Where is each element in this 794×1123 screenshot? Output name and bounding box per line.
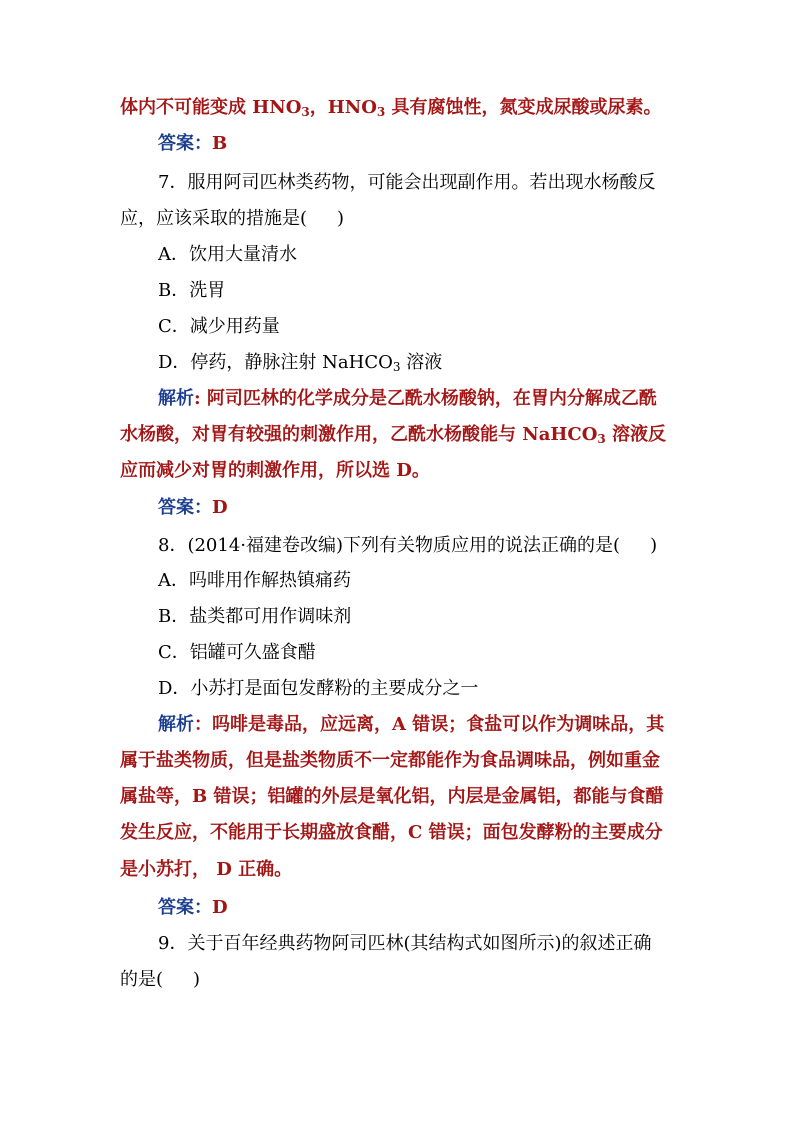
q8-option-d: D．小苏打是面包发酵粉的主要成分之一 (158, 678, 479, 699)
q9-stem-line-1: 9．关于百年经典药物阿司匹林(其结构式如图所示)的叙述正确 (158, 933, 652, 954)
q8-analysis-line-2: 属于盐类物质，但是盐类物质不一定都能作为食品调味品，例如重金 (120, 750, 660, 771)
q8-option-b: B．盐类都可用作调味剂 (158, 606, 352, 627)
q7-option-a: A．饮用大量清水 (158, 244, 297, 265)
q7-answer: 答案：D (158, 497, 228, 518)
q7-analysis-line-1: 解析: 阿司匹林的化学成分是乙酰水杨酸钠，在胃内分解成乙酰 (158, 388, 657, 409)
q7-option-d: D．停药，静脉注射 NaHCO$_3$ 溶液 (158, 352, 443, 374)
q8-analysis-line-4: 发生反应，不能用于长期盛放食醋，C 错误；面包发酵粉的主要成分 (120, 822, 663, 843)
q6-answer: 答案：B (158, 133, 228, 154)
q7-analysis-line-2: 水杨酸，对胃有较强的刺激作用，乙酰水杨酸能与 NaHCO$_3$ 溶液反 (120, 424, 667, 446)
q9-stem-line-2: 的是( ) (120, 969, 201, 990)
q8-option-a: A．吗啡用作解热镇痛药 (158, 570, 351, 591)
q8-analysis-line-5: 是小苏打， D 正确。 (120, 859, 293, 880)
q8-option-c: C．铝罐可久盛食醋 (158, 642, 316, 663)
q8-stem: 8．(2014·福建卷改编)下列有关物质应用的说法正确的是( ) (158, 535, 658, 556)
q6-analysis-tail: 体内不可能变成 $HNO_3$，$HNO_3$ 具有腐蚀性，氮变成尿酸或尿素。 (120, 97, 662, 119)
q7-analysis-line-3: 应而减少对胃的刺激作用，所以选 D。 (120, 460, 430, 481)
q7-option-c: C．减少用药量 (158, 316, 280, 337)
q7-stem-line-1: 7．服用阿司匹林类药物，可能会出现副作用。若出现水杨酸反 (158, 172, 656, 193)
q8-analysis-line-3: 属盐等，B 错误；铝罐的外层是氧化铝，内层是金属铝，都能与食醋 (120, 786, 664, 807)
q7-option-b: B．洗胃 (158, 280, 226, 301)
q8-answer: 答案：D (158, 897, 228, 918)
q8-analysis-line-1: 解析：吗啡是毒品，应远离，A 错误；食盐可以作为调味品，其 (158, 714, 665, 735)
q7-stem-line-2: 应，应该采取的措施是( ) (120, 208, 345, 229)
